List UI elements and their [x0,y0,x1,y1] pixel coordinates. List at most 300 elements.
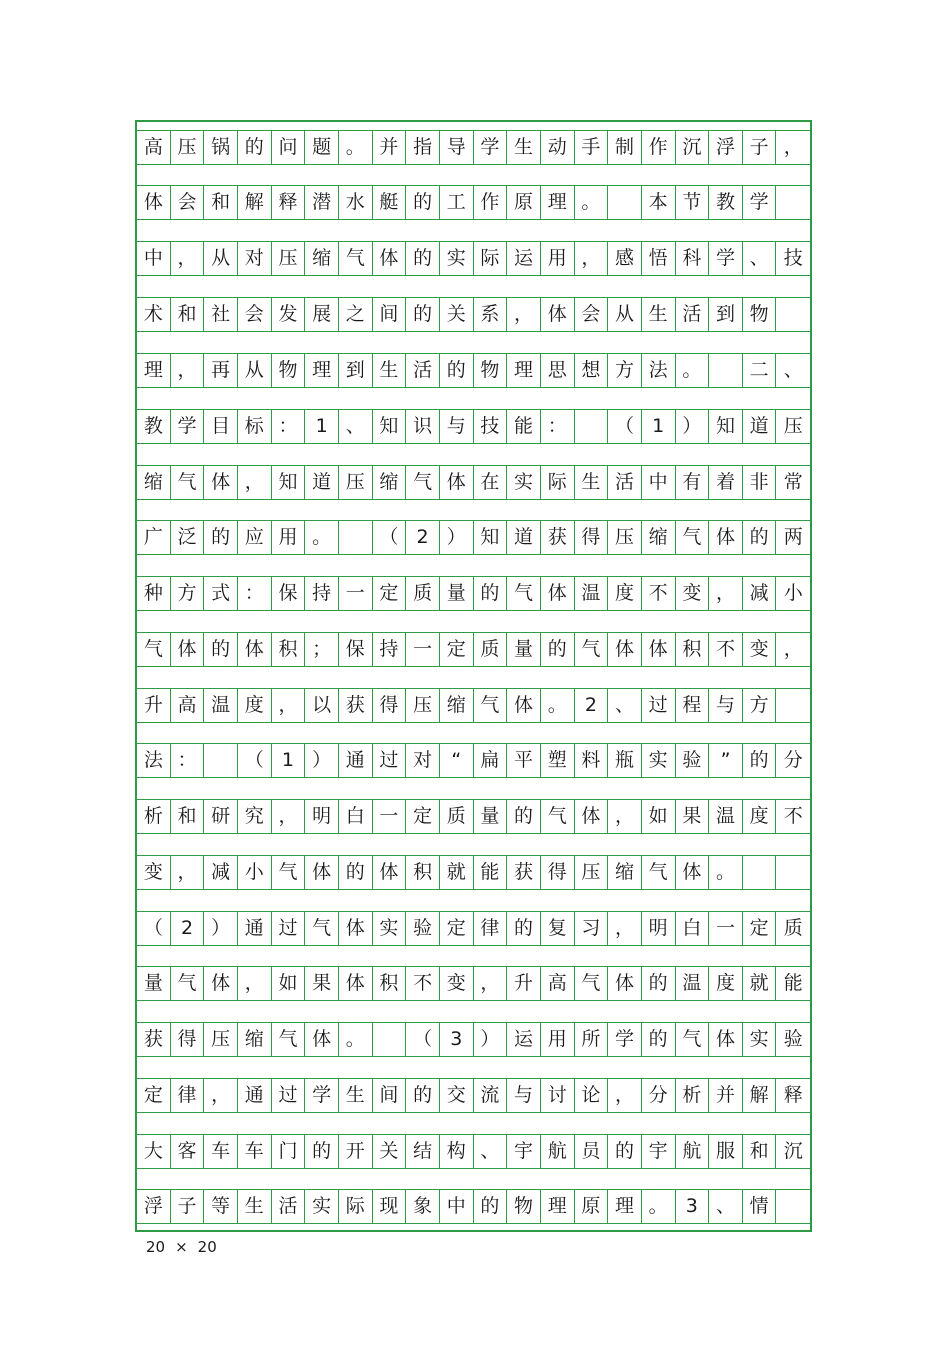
grid-cell: 间 [373,1078,407,1113]
grid-cell: 员 [575,1134,609,1169]
grid-cell: ， [608,799,642,834]
grid-cell: 在 [474,465,508,500]
grid-cell: 。 [676,353,710,388]
grid-cell: 航 [541,1134,575,1169]
grid-cell: 以 [305,688,339,723]
grid-cell: 间 [373,297,407,332]
grid-cell: 得 [171,1022,205,1057]
grid-cell: 科 [676,241,710,276]
grid-cell: 际 [541,465,575,500]
grid-cell: 从 [238,353,272,388]
grid-cell: 用 [541,1022,575,1057]
grid-cell: 验 [676,743,710,778]
grid-cell: 究 [238,799,272,834]
grid-cell: 度 [608,576,642,611]
grid-cell: 。 [339,1022,373,1057]
grid-cell: 对 [238,241,272,276]
grid-cell: 实 [440,241,474,276]
grid-cell: 研 [204,799,238,834]
grid-cell: 压 [272,241,306,276]
grid-cell: 体 [204,465,238,500]
grid-cell: 。 [305,520,339,555]
grid-cell: 到 [339,353,373,388]
grid-cell: （ [137,911,171,946]
grid-cell: 气 [171,465,205,500]
grid-cell: 理 [305,353,339,388]
grid-cell: 航 [676,1134,710,1169]
grid-cell: 艇 [373,185,407,220]
grid-cell: ， [238,966,272,1001]
grid-cell: 体 [541,576,575,611]
grid-cell: 体 [137,185,171,220]
grid-cell: 到 [709,297,743,332]
grid-cell: 从 [204,241,238,276]
grid-cell [776,297,810,332]
grid-cell: 高 [137,130,171,165]
grid-cell: 目 [204,409,238,444]
grid-cell: 3 [440,1022,474,1057]
grid-cell: 。 [709,855,743,890]
grid-cell: 实 [373,911,407,946]
grid-cell: 道 [743,409,777,444]
grid-cell: ” [709,743,743,778]
grid-cell: 教 [709,185,743,220]
grid-cell: （ [373,520,407,555]
grid-cell: 就 [743,966,777,1001]
grid-cell: 程 [676,688,710,723]
grid-row [137,185,810,220]
grid-cell: 变 [137,855,171,890]
grid-cell: 理 [608,1189,642,1224]
grid-cell: 问 [272,130,306,165]
grid-cell: 活 [272,1189,306,1224]
grid-cell: 保 [272,576,306,611]
grid-cell: 压 [575,855,609,890]
grid-cell: 实 [642,743,676,778]
grid-cell: 明 [642,911,676,946]
grid-cell: 理 [137,353,171,388]
grid-cell: 知 [272,465,306,500]
grid-rows: 20 [197,1238,217,1256]
grid-cell: 流 [474,1078,508,1113]
grid-row [137,1189,810,1224]
grid-cell: ， [608,911,642,946]
grid-cell: 一 [709,911,743,946]
grid-cell: 3 [676,1189,710,1224]
grid-cell: 获 [507,855,541,890]
grid-cell: ， [507,297,541,332]
grid-cell [575,409,609,444]
grid-cell: 的 [204,632,238,667]
grid-cell: 理 [541,1189,575,1224]
grid-cell: 运 [507,1022,541,1057]
grid-cell: 明 [305,799,339,834]
grid-cell: 的 [507,799,541,834]
grid-cell: 体 [171,632,205,667]
grid-cell: 关 [373,1134,407,1169]
grid-cell: 扁 [474,743,508,778]
grid-cell: 能 [507,409,541,444]
grid-cell: 获 [339,688,373,723]
grid-cell: 开 [339,1134,373,1169]
grid-cell: 情 [743,1189,777,1224]
grid-cell: 如 [642,799,676,834]
grid-cell: 气 [272,1022,306,1057]
grid-cell: 通 [238,1078,272,1113]
grid-cell [204,743,238,778]
grid-cell: 压 [204,1022,238,1057]
grid-cell: 体 [642,632,676,667]
grid-cell: 的 [642,1022,676,1057]
grid-cell: 的 [238,130,272,165]
grid-cell: 量 [137,966,171,1001]
grid-cell: 体 [339,966,373,1001]
grid-row [137,1134,810,1169]
grid-cell: 压 [608,520,642,555]
grid-cell: 体 [575,799,609,834]
grid-cell: 不 [709,632,743,667]
grid-cell: 体 [507,688,541,723]
grid-cell: 的 [204,520,238,555]
grid-cell: 习 [575,911,609,946]
grid-cell: 缩 [373,465,407,500]
grid-cell: 压 [171,130,205,165]
grid-row [137,855,810,890]
grid-cell: 体 [204,966,238,1001]
grid-cell: 并 [709,1078,743,1113]
grid-cell: ： [541,409,575,444]
grid-cell: 。 [541,688,575,723]
grid-cell: 复 [541,911,575,946]
grid-cell: 论 [575,1078,609,1113]
grid-cell: ， [171,855,205,890]
grid-cell: 学 [709,241,743,276]
grid-cell: 气 [305,911,339,946]
grid-cell [373,1022,407,1057]
grid-cell: 白 [339,799,373,834]
grid-cell: 体 [339,911,373,946]
grid-cell: 。 [642,1189,676,1224]
grid-cell: 作 [474,185,508,220]
grid-cell: 缩 [238,1022,272,1057]
grid-cell: 瓶 [608,743,642,778]
grid-cell: 锅 [204,130,238,165]
grid-cell: 气 [474,688,508,723]
grid-cell: 生 [339,1078,373,1113]
grid-cell: 的 [507,911,541,946]
grid-cell: 和 [204,185,238,220]
grid-cell: 减 [204,855,238,890]
grid-cell: 缩 [608,855,642,890]
grid-cell: 一 [373,799,407,834]
grid-cell: 生 [642,297,676,332]
grid-cell: 构 [440,1134,474,1169]
grid-cell: 释 [272,185,306,220]
grid-cell [776,185,810,220]
grid-cell: 变 [743,632,777,667]
grid-cell: ） [204,911,238,946]
grid-cell: ） [676,409,710,444]
grid-cell: 2 [406,520,440,555]
grid-cell: 方 [171,576,205,611]
grid-cell: 一 [339,576,373,611]
grid-cell: 展 [305,297,339,332]
grid-row [137,799,810,834]
grid-cell: 想 [575,353,609,388]
grid-cell: 泛 [171,520,205,555]
grid-cell: 思 [541,353,575,388]
grid-cell: 气 [137,632,171,667]
grid-cell: 验 [406,911,440,946]
grid-cell: 沉 [676,130,710,165]
grid-cell: 知 [474,520,508,555]
grid-cell: 分 [642,1078,676,1113]
grid-cell: 现 [373,1189,407,1224]
grid-cell: 气 [575,632,609,667]
grid-cell: 浮 [709,130,743,165]
grid-cell: 体 [676,855,710,890]
grid-cell: 车 [238,1134,272,1169]
grid-cell: 体 [305,855,339,890]
grid-cell: 高 [171,688,205,723]
grid-cell: 升 [137,688,171,723]
grid-cell: 变 [676,576,710,611]
grid-cell: 客 [171,1134,205,1169]
grid-cell: 律 [171,1078,205,1113]
grid-cell: 活 [406,353,440,388]
grid-cell: 体 [709,520,743,555]
grid-row [137,688,810,723]
grid-row [137,520,810,555]
grid-cell: 指 [406,130,440,165]
manuscript-grid [135,120,812,1232]
grid-cell: 道 [507,520,541,555]
grid-cell: ， [272,688,306,723]
grid-cell: 质 [406,576,440,611]
grid-cell: 能 [474,855,508,890]
grid-cell: 方 [608,353,642,388]
grid-row [137,1022,810,1057]
grid-cell: 如 [272,966,306,1001]
grid-cell: 体 [608,966,642,1001]
grid-cell: 小 [238,855,272,890]
grid-cell: 门 [272,1134,306,1169]
grid-cell: 潜 [305,185,339,220]
grid-cell: 压 [339,465,373,500]
grid-cell: 知 [709,409,743,444]
grid-cell: 生 [575,465,609,500]
grid-cell: 中 [642,465,676,500]
grid-cell: 能 [776,966,810,1001]
grid-cell: 物 [474,353,508,388]
grid-cell: 1 [272,743,306,778]
grid-cell: 的 [474,1189,508,1224]
grid-cell: 气 [507,576,541,611]
grid-cell: 有 [676,465,710,500]
grid-cell: 、 [474,1134,508,1169]
grid-cell: 验 [776,1022,810,1057]
grid-cell: 体 [373,241,407,276]
grid-cell: 的 [440,353,474,388]
grid-cell [608,185,642,220]
grid-cell: ， [709,576,743,611]
grid-cell: 、 [709,1189,743,1224]
grid-cell: 度 [238,688,272,723]
grid-cell: 量 [474,799,508,834]
grid-cell: 应 [238,520,272,555]
grid-cell: 温 [575,576,609,611]
grid-cell: （ [406,1022,440,1057]
grid-cell: 的 [406,1078,440,1113]
grid-cell: 体 [541,297,575,332]
grid-cell: 子 [743,130,777,165]
grid-cell: 保 [339,632,373,667]
grid-cell: 解 [238,185,272,220]
grid-cell: 过 [272,1078,306,1113]
grid-cell: 运 [507,241,541,276]
grid-cell: ， [238,465,272,500]
grid-cell: 气 [676,1022,710,1057]
grid-cell: 实 [507,465,541,500]
grid-cell: 讨 [541,1078,575,1113]
grid-cell: 缩 [440,688,474,723]
grid-cell: 温 [676,966,710,1001]
grid-cell: 质 [440,799,474,834]
grid-cell: 感 [608,241,642,276]
grid-cell: 缩 [305,241,339,276]
grid-cell: 法 [642,353,676,388]
grid-cell: 一 [406,632,440,667]
grid-cell: 动 [541,130,575,165]
grid-row [137,465,810,500]
grid-cell: 气 [272,855,306,890]
grid-cell: 温 [709,799,743,834]
grid-cell: ： [272,409,306,444]
grid-cell: 得 [575,520,609,555]
grid-cell: 的 [406,297,440,332]
grid-cell: ， [171,353,205,388]
grid-cell [743,855,777,890]
grid-cell: ， [776,130,810,165]
grid-cell: 过 [642,688,676,723]
grid-cell: 和 [743,1134,777,1169]
grid-cell: 会 [575,297,609,332]
grid-row [137,632,810,667]
grid-cell: 与 [440,409,474,444]
grid-cell: 悟 [642,241,676,276]
grid-row [137,911,810,946]
grid-cell: 气 [541,799,575,834]
grid-cell: 技 [776,241,810,276]
grid-cell: 压 [776,409,810,444]
grid-cell: 持 [305,576,339,611]
grid-cell: 就 [440,855,474,890]
grid-cell: 导 [440,130,474,165]
grid-cell: 定 [406,799,440,834]
grid-cell: 子 [171,1189,205,1224]
grid-cell: ） [305,743,339,778]
grid-cell: 1 [305,409,339,444]
grid-cell: ： [171,743,205,778]
grid-cell: 会 [171,185,205,220]
grid-cell: 定 [743,911,777,946]
grid-cell: 2 [575,688,609,723]
grid-cell: 种 [137,576,171,611]
grid-cell: 理 [541,185,575,220]
grid-cell: ； [305,632,339,667]
grid-cell: 沉 [776,1134,810,1169]
grid-cell: 标 [238,409,272,444]
grid-cell: 实 [305,1189,339,1224]
grid-cell: 并 [373,130,407,165]
grid-cell: （ [238,743,272,778]
grid-row [137,297,810,332]
grid-cell: 式 [204,576,238,611]
grid-cell: 从 [608,297,642,332]
grid-cell: 获 [137,1022,171,1057]
grid-row [137,130,810,165]
grid-cell: 的 [305,1134,339,1169]
grid-cell: 用 [541,241,575,276]
grid-cell: 定 [440,632,474,667]
grid-cell [339,520,373,555]
grid-cell: 解 [743,1078,777,1113]
grid-cell: 非 [743,465,777,500]
grid-cell: 不 [776,799,810,834]
grid-cell: 气 [406,465,440,500]
grid-row [137,966,810,1001]
grid-cell: 分 [776,743,810,778]
grid-cell: 、 [608,688,642,723]
grid-cell: 升 [507,966,541,1001]
grid-cell: 平 [507,743,541,778]
grid-cell: 本 [642,185,676,220]
grid-cell: 作 [642,130,676,165]
grid-cell: ： [238,576,272,611]
grid-cell: 不 [406,966,440,1001]
grid-cell: 系 [474,297,508,332]
grid-row [137,576,810,611]
grid-row [137,241,810,276]
grid-cell: 体 [608,632,642,667]
grid-cell: 际 [339,1189,373,1224]
grid-cell: 象 [406,1189,440,1224]
grid-size-label [146,1238,227,1256]
grid-cell: 工 [440,185,474,220]
grid-cell: 体 [440,465,474,500]
grid-cell: 浮 [137,1189,171,1224]
grid-cell: 质 [474,632,508,667]
grid-cell: 得 [541,855,575,890]
grid-cell: 高 [541,966,575,1001]
grid-cell: 学 [474,130,508,165]
grid-cell: ， [776,632,810,667]
grid-cell: 气 [575,966,609,1001]
grid-cell: 体 [305,1022,339,1057]
grid-cell: 积 [676,632,710,667]
grid-cell: 温 [204,688,238,723]
grid-cell: 得 [373,688,407,723]
grid-cell: 定 [440,911,474,946]
grid-cell: 理 [507,353,541,388]
grid-cell: 用 [272,520,306,555]
grid-cell: 2 [171,911,205,946]
grid-cell [709,353,743,388]
grid-cell: 与 [507,1078,541,1113]
grid-cell: 1 [642,409,676,444]
grid-cell: 生 [507,130,541,165]
grid-cell: 。 [339,130,373,165]
